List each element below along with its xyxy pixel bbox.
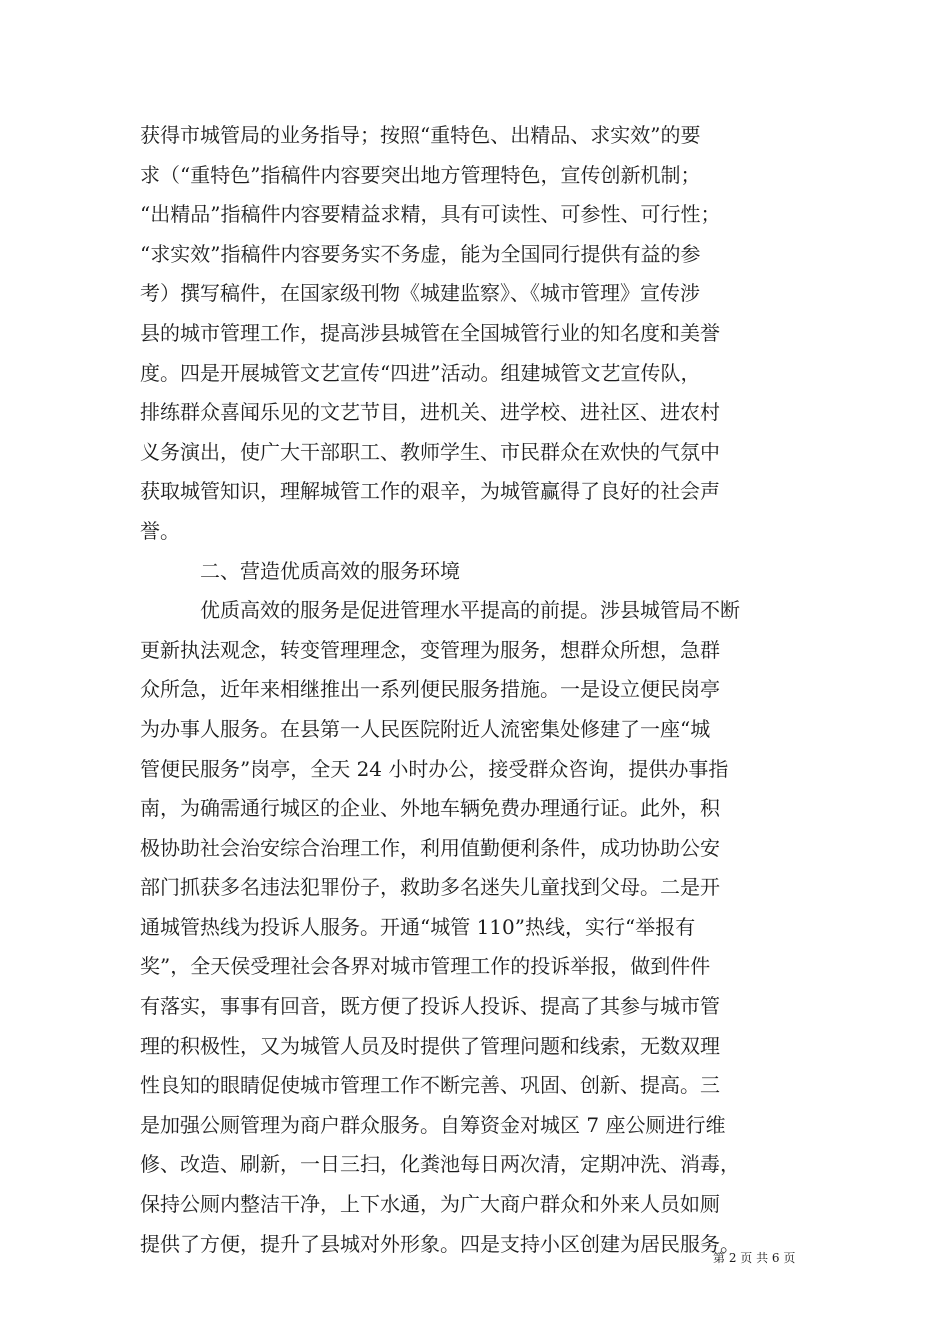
text-line: 部门抓获多名违法犯罪份子，救助多名迷失儿童找到父母。二是开: [140, 875, 720, 900]
text-line: 极协助社会治安综合治理工作，利用值勤便利条件，成功协助公安: [140, 835, 720, 860]
text-line: 县的城市管理工作，提高涉县城管在全国城管行业的知名度和美誉: [140, 320, 720, 345]
text-line: “出精品”指稿件内容要精益求精，具有可读性、可参性、可行性；: [140, 202, 721, 227]
text-line: 为办事人服务。在县第一人民医院附近人流密集处修建了一座“城: [140, 716, 711, 741]
text-line: 保持公厕内整洁干净，上下水通，为广大商户群众和外来人员如厕: [140, 1192, 720, 1217]
text-line: 通城管热线为投诉人服务。开通“城管 110”热线，实行“举报有: [140, 914, 696, 939]
text-line: 管便民服务”岗亭，全天 24 小时办公，接受群众咨询，提供办事指: [140, 756, 729, 781]
text-line: 排练群众喜闻乐见的文艺节目，进机关、进学校、进社区、进农村: [140, 400, 720, 425]
text-line: 修、改造、刷新，一日三扫，化粪池每日两次清，定期冲洗、消毒，: [140, 1152, 740, 1177]
body-text: [140, 116, 820, 1264]
paragraph-first-line: 优质高效的服务是促进管理水平提高的前提。涉县城管局不断: [200, 598, 740, 623]
text-line: 南，为确需通行城区的企业、外地车辆免费办理通行证。此外，积: [140, 796, 720, 821]
text-line: 度。四是开展城管文艺宣传“四进”活动。组建城管文艺宣传队，: [140, 360, 701, 385]
text-line: 获取城管知识，理解城管工作的艰辛，为城管赢得了良好的社会声: [140, 479, 720, 504]
text-line: 奖”，全天侯受理社会各界对城市管理工作的投诉举报，做到件件: [140, 954, 711, 979]
text-line: 性良知的眼睛促使城市管理工作不断完善、巩固、创新、提高。三: [140, 1073, 720, 1098]
text-line: 誉。: [140, 518, 180, 543]
page-number: 第 2 页 共 6 页: [713, 1251, 796, 1265]
text-line: 有落实，事事有回音，既方便了投诉人投诉、提高了其参与城市管: [140, 994, 720, 1019]
text-line: “求实效”指稿件内容要务实不务虚，能为全国同行提供有益的参: [140, 241, 701, 266]
text-line: 众所急，近年来相继推出一系列便民服务措施。一是设立便民岗亭: [140, 677, 720, 702]
text-line: 考）撰写稿件，在国家级刊物《城建监察》、《城市管理》宣传涉: [140, 281, 700, 306]
text-line: 获得市城管局的业务指导；按照“重特色、出精品、求实效”的要: [140, 123, 701, 147]
text-line: 是加强公厕管理为商户群众服务。自筹资金对城区 7 座公厕进行维: [140, 1112, 726, 1137]
text-line: 求（“重特色”指稿件内容要突出地方管理特色，宣传创新机制；: [140, 162, 701, 187]
section-heading: 二、营造优质高效的服务环境: [200, 558, 460, 583]
text-line: 更新执法观念，转变管理理念，变管理为服务，想群众所想，急群: [140, 637, 720, 662]
text-line: 义务演出，使广大干部职工、教师学生、市民群众在欢快的气氛中: [140, 439, 720, 464]
text-line: 理的积极性，又为城管人员及时提供了管理问题和线索，无数双理: [140, 1033, 720, 1058]
text-line: 提供了方便，提升了县城对外形象。四是支持小区创建为居民服务。: [140, 1231, 740, 1256]
